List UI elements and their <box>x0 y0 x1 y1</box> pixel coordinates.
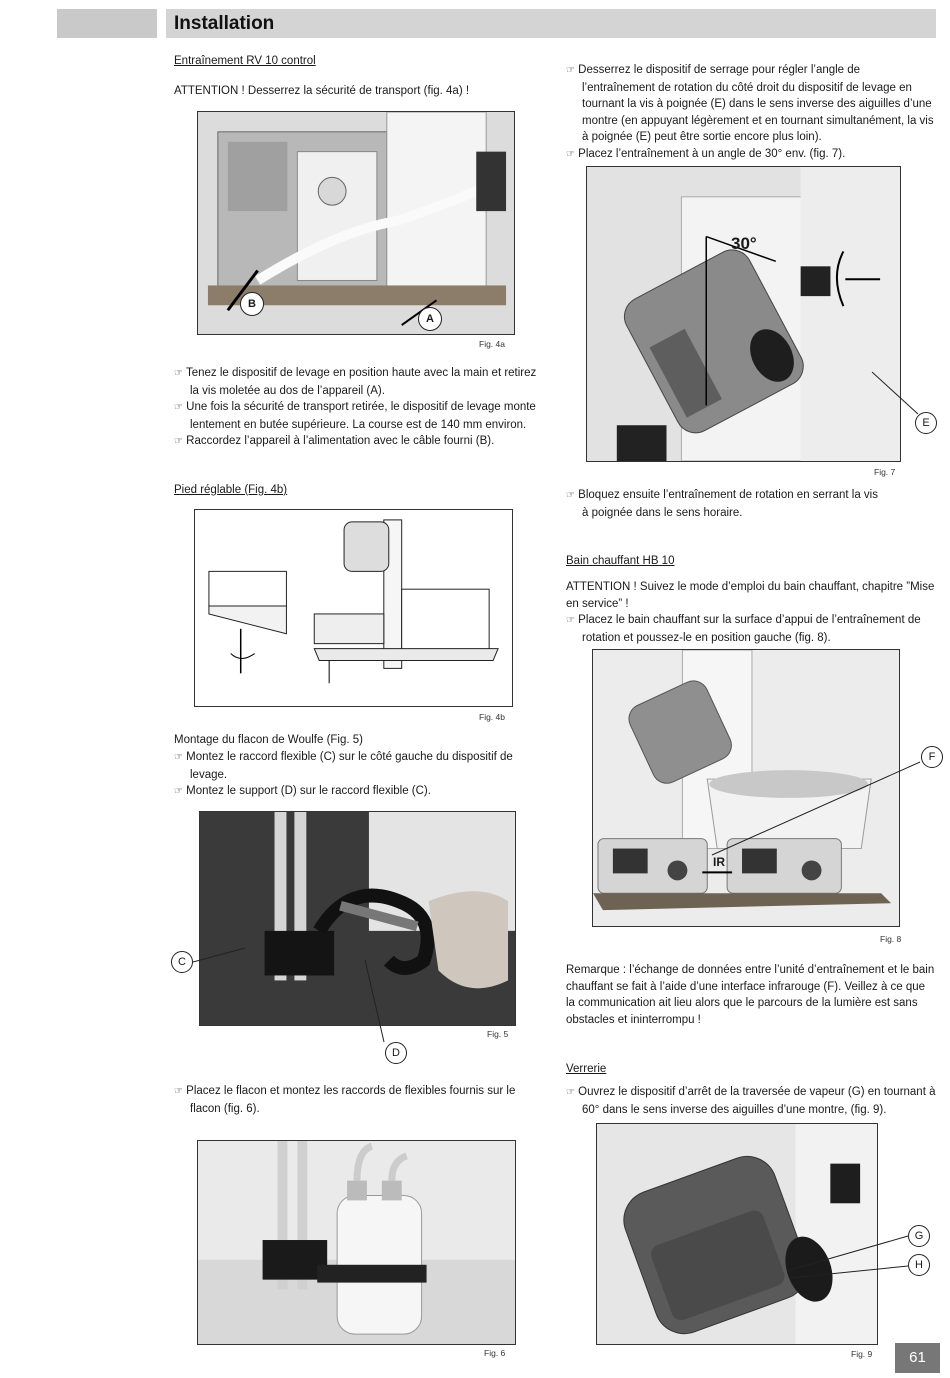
list-item-text: Placez le bain chauffant sur la surface d’appui de l’entraînement de rotation et poussez-le en position gauche (fig. 8). <box>578 614 921 644</box>
figure-4b-caption: Fig. 4b <box>479 712 505 722</box>
list-item-text: Ouvrez le dispositif d’arrêt de la traversée de vapeur (G) en tournant à 60° dans le sens inverse des aiguilles d’une montre, (fig. 9). <box>578 1086 936 1116</box>
list-item <box>566 62 936 146</box>
list-item <box>174 1083 546 1117</box>
section-title-drive: Entraînement RV 10 control <box>174 55 316 67</box>
figure-4a-caption: Fig. 4a <box>479 339 505 349</box>
figure-6-photo <box>197 1140 516 1345</box>
bullet-list-flask <box>174 1083 546 1117</box>
figure-8-caption: Fig. 8 <box>880 934 902 944</box>
list-item <box>566 146 936 164</box>
list-item-text: Placez le flacon et montez les raccords de flexibles fournis sur le flacon (fig. 6). <box>186 1085 516 1115</box>
list-item-text: Bloquez ensuite l’entraînement de rotation en serrant la vis à poignée dans le sens horaire. <box>578 489 878 519</box>
callout-c: C <box>171 951 193 973</box>
pointing-hand-icon: ☞ <box>174 402 183 413</box>
leader-line-f <box>710 760 925 860</box>
callout-b: B <box>240 292 264 316</box>
angle-label: 30° <box>731 234 757 253</box>
list-item <box>174 433 546 451</box>
callout-g: G <box>908 1225 930 1247</box>
figure-5-caption: Fig. 5 <box>487 1029 509 1039</box>
list-item <box>566 612 936 646</box>
list-item-text: Une fois la sécurité de transport retirée, le dispositif de levage monte lentement en butée supérieure. La course est de 140 mm environ. <box>186 401 536 431</box>
leader-lines-fig5 <box>190 930 390 1050</box>
pointing-hand-icon: ☞ <box>566 65 575 76</box>
list-item-text: Montez le raccord flexible (C) sur le côté gauche du dispositif de levage. <box>186 751 513 781</box>
attention-transport: ATTENTION ! Desserrez la sécurité de transport (fig. 4a) ! <box>174 85 470 97</box>
page-title: Installation <box>174 13 275 34</box>
callout-h: H <box>908 1254 930 1276</box>
list-item <box>174 749 550 783</box>
figure-9-caption: Fig. 9 <box>851 1349 873 1359</box>
list-item <box>566 487 886 521</box>
callout-f: F <box>921 746 943 768</box>
section-title-glassware: Verrerie <box>566 1063 607 1075</box>
callout-d: D <box>385 1042 407 1064</box>
pointing-hand-icon: ☞ <box>174 752 183 763</box>
bullet-list-bath <box>566 612 936 646</box>
pointing-hand-icon: ☞ <box>174 436 183 447</box>
figure-7-caption: Fig. 7 <box>874 467 896 477</box>
bullet-list-angle <box>566 62 936 163</box>
figure-7-photo <box>586 166 901 462</box>
pointing-hand-icon: ☞ <box>566 1087 575 1098</box>
section-title-foot: Pied réglable (Fig. 4b) <box>174 484 288 496</box>
pointing-hand-icon: ☞ <box>566 148 575 160</box>
pointing-hand-icon: ☞ <box>566 490 575 501</box>
list-item <box>174 399 546 433</box>
bullet-list-lock <box>566 487 886 521</box>
figure-6-caption: Fig. 6 <box>484 1348 506 1358</box>
header-title-bar <box>166 9 936 38</box>
bullet-list-glassware <box>566 1084 936 1118</box>
bullet-list-lift <box>174 365 546 451</box>
list-item-text: Placez l’entraînement à un angle de 30° env. (fig. 7). <box>578 147 846 160</box>
callout-a: A <box>418 307 442 331</box>
callout-e: E <box>915 412 937 434</box>
figure-4b-drawing <box>194 509 513 707</box>
pointing-hand-icon: ☞ <box>174 368 183 379</box>
header-left-bar <box>57 9 157 38</box>
list-item-text: Raccordez l’appareil à l’alimentation avec le câble fourni (B). <box>186 435 495 447</box>
pointing-hand-icon: ☞ <box>566 615 575 626</box>
list-item <box>174 365 546 399</box>
pointing-hand-icon: ☞ <box>174 1086 183 1097</box>
list-item-text: Tenez le dispositif de levage en position haute avec la main et retirez la vis moletée au dos de l’appareil (A). <box>185 367 537 397</box>
pointing-hand-icon: ☞ <box>174 786 183 797</box>
attention-bath: ATTENTION ! Suivez le mode d’emploi du bain chauffant, chapitre ”Mise en service” ! <box>566 581 935 610</box>
remark-infrared: Remarque : l’échange de données entre l’unité d’entraînement et le bain chauffant se fait à l’aide d’une interface infrarouge (F). Veillez à ce que la communication ait lieu alors que le parcours de la lumière est sans obstacles et ininterrompu ! <box>566 964 935 1026</box>
list-item-text: Montez le support (D) sur le raccord flexible (C). <box>186 785 431 797</box>
ir-label: IR <box>713 855 725 869</box>
leader-lines-fig9 <box>770 1230 910 1290</box>
section-title-bath: Bain chauffant HB 10 <box>566 555 675 567</box>
page-number: 61 <box>895 1343 940 1373</box>
list-item-text: Desserrez le dispositif de serrage pour régler l’angle de l’entraînement de rotation du côté droit du dispositif de levage en tournant la vis à poignée (E) dans le sens inverse des aiguilles d’une montre (en appuyant légèrement et en tournant simultanément, la vis à poignée (E) peut être sortie encore plus loin). <box>578 64 934 143</box>
section-title-woulfe: Montage du flacon de Woulfe (Fig. 5) <box>174 734 364 746</box>
list-item <box>174 783 550 801</box>
bullet-list-woulfe <box>174 749 550 801</box>
list-item <box>566 1084 936 1118</box>
